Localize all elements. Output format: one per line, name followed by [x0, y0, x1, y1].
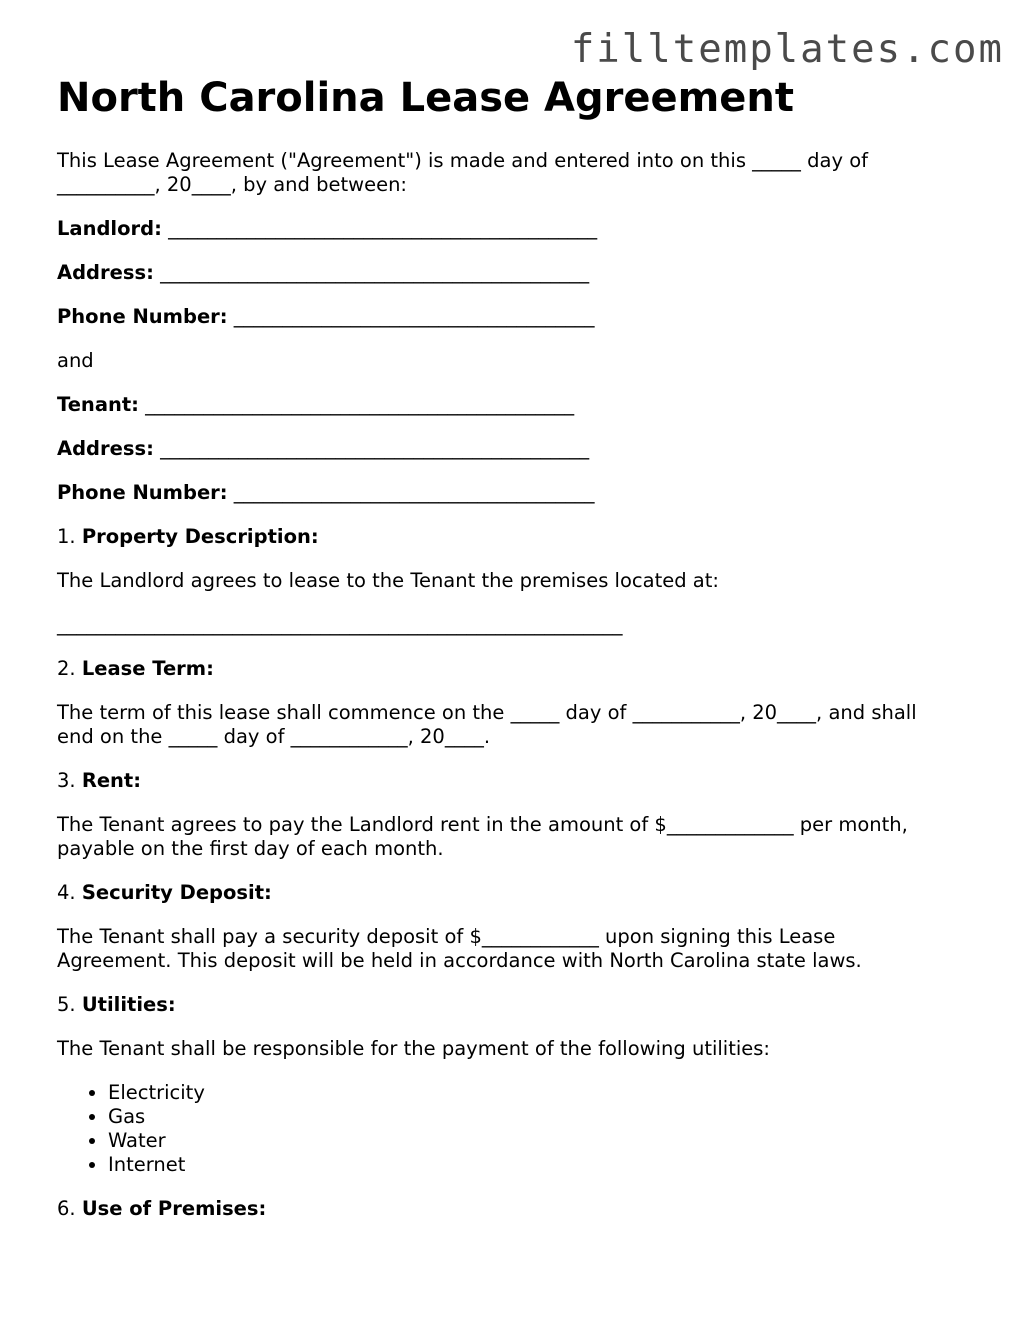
- and-separator: and: [57, 349, 94, 372]
- list-item: • Internet: [108, 1153, 967, 1177]
- section-heading-property: [57, 525, 967, 549]
- tenant-phone-label: Phone Number:: [57, 481, 228, 504]
- landlord-name-label: Landlord:: [57, 217, 162, 240]
- landlord-phone-field: [57, 305, 967, 329]
- section-heading-utilities: [57, 993, 967, 1017]
- rent-text: The Tenant agrees to pay the Landlord rent in the amount of $_____________ per month, payable on the first day of each month.: [57, 813, 908, 860]
- landlord-phone-blank[interactable]: _____________________________________: [227, 305, 595, 328]
- tenant-phone-field: [57, 481, 967, 505]
- lease-term-text: The term of this lease shall commence on the _____ day of ___________, 20____, and shall end on the _____ day of ____________, 20____.: [57, 701, 917, 748]
- section-title: Utilities:: [81, 993, 176, 1016]
- site-watermark: filltemplates.com: [570, 27, 1004, 72]
- section-title: Property Description:: [81, 525, 319, 548]
- lease-document: [57, 72, 967, 1221]
- landlord-name-field: [57, 217, 967, 241]
- landlord-address-label: Address:: [57, 261, 154, 284]
- tenant-name-blank[interactable]: ____________________________________________: [138, 393, 575, 416]
- tenant-address-blank[interactable]: ____________________________________________: [153, 437, 590, 460]
- tenant-name-field: [57, 393, 967, 417]
- landlord-address-field: [57, 261, 967, 285]
- landlord-name-blank[interactable]: ____________________________________________: [161, 217, 598, 240]
- section-number: 1.: [57, 525, 82, 548]
- list-item: • Electricity: [108, 1081, 967, 1105]
- section-heading-lease-term: [57, 657, 967, 681]
- section-title: Use of Premises:: [81, 1197, 267, 1220]
- landlord-address-blank[interactable]: ____________________________________________: [153, 261, 590, 284]
- tenant-address-label: Address:: [57, 437, 154, 460]
- security-deposit-text: The Tenant shall pay a security deposit of $____________ upon signing this Lease Agreement. This deposit will be held in accordance with North Carolina state laws.: [57, 925, 862, 972]
- landlord-phone-label: Phone Number:: [57, 305, 228, 328]
- section-heading-rent: [57, 769, 967, 793]
- property-address-blank[interactable]: __________________________________________________________: [57, 613, 623, 636]
- section-heading-security-deposit: [57, 881, 967, 905]
- utilities-list: [57, 1081, 967, 1177]
- intro-paragraph: This Lease Agreement ("Agreement") is made and entered into on this _____ day of __________, 20____, by and between:: [57, 149, 868, 196]
- section-number: 6.: [57, 1197, 82, 1220]
- tenant-address-field: [57, 437, 967, 461]
- list-item: • Water: [108, 1129, 967, 1153]
- tenant-phone-blank[interactable]: _____________________________________: [227, 481, 595, 504]
- section-number: 3.: [57, 769, 82, 792]
- section-title: Security Deposit:: [81, 881, 272, 904]
- section-number: 4.: [57, 881, 82, 904]
- list-item: • Gas: [108, 1105, 967, 1129]
- property-text: The Landlord agrees to lease to the Tenant the premises located at:: [57, 569, 719, 592]
- utilities-text: The Tenant shall be responsible for the payment of the following utilities:: [57, 1037, 771, 1060]
- tenant-name-label: Tenant:: [57, 393, 139, 416]
- section-number: 2.: [57, 657, 82, 680]
- section-number: 5.: [57, 993, 82, 1016]
- page-title: North Carolina Lease Agreement: [57, 75, 795, 121]
- section-title: Lease Term:: [81, 657, 214, 680]
- section-heading-use-of-premises: [57, 1197, 967, 1221]
- section-title: Rent:: [81, 769, 142, 792]
